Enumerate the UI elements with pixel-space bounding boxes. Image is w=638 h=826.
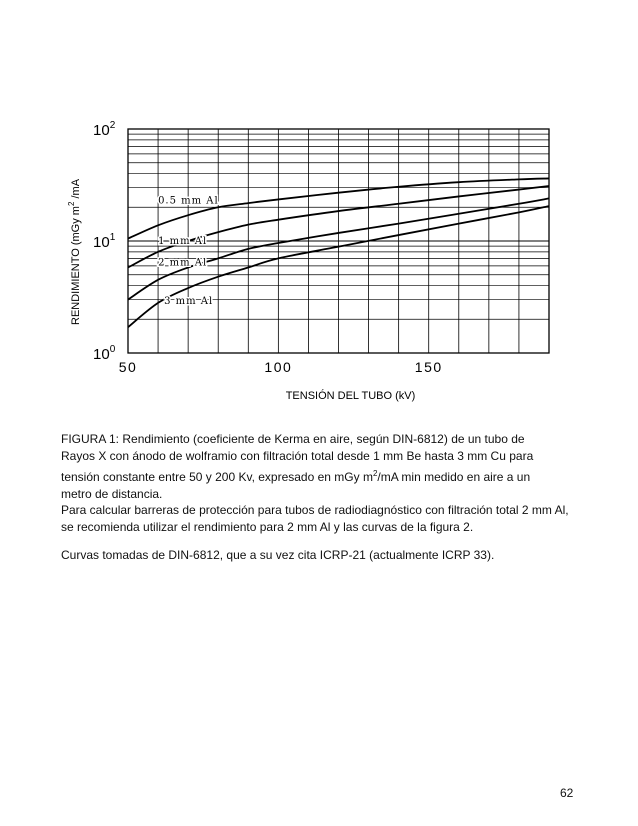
paragraph-recommendation: Para calcular barreras de protección para tubos de radiodiagnóstico con filtración total 2 mm Al, se recomienda utilizar el rendimiento para 2 mm Al y las curvas de la figura 2. xyxy=(61,503,569,534)
y-tick-label: $10^1$ xyxy=(93,232,116,251)
x-tick-label: 100 xyxy=(264,359,293,375)
chart xyxy=(0,0,638,410)
figure-caption xyxy=(61,431,561,503)
series-label: 2 mm Al xyxy=(158,257,208,269)
chart-text xyxy=(67,120,443,402)
x-tick-label: 50 xyxy=(118,359,138,375)
x-tick-label: 150 xyxy=(414,359,443,375)
caption-text-end: /mA min medido en aire a un metro de distancia. xyxy=(61,470,531,501)
y-tick-label: $10^0$ xyxy=(93,344,116,363)
x-axis-label: TENSIÓN DEL TUBO (kV) xyxy=(285,390,416,402)
y-tick-label: $10^2$ xyxy=(93,120,116,139)
series-label: 1 mm Al xyxy=(158,236,208,247)
series-label: 0.5 mm Al xyxy=(158,195,219,207)
page-number: 62 xyxy=(560,786,574,800)
caption-text: FIGURA 1: Rendimiento (coeficiente de Kerma en aire, según DIN-6812) de un tubo de Rayos X con ánodo de wolframio con filtración total desde 1 mm Be hasta 3 mm Cu para tensión constante entre 50 y 200 Kv, expresado en mGy m xyxy=(61,432,534,484)
paragraph-source: Curvas tomadas de DIN-6812, que a su vez cita ICRP-21 (actualmente ICRP 33). xyxy=(61,548,495,562)
y-axis-label: RENDIMIENTO (mGy $m^2$ /mA xyxy=(67,178,82,325)
caption-superscript: 2 xyxy=(372,469,378,478)
series-label: 3 mm Al xyxy=(164,296,214,308)
